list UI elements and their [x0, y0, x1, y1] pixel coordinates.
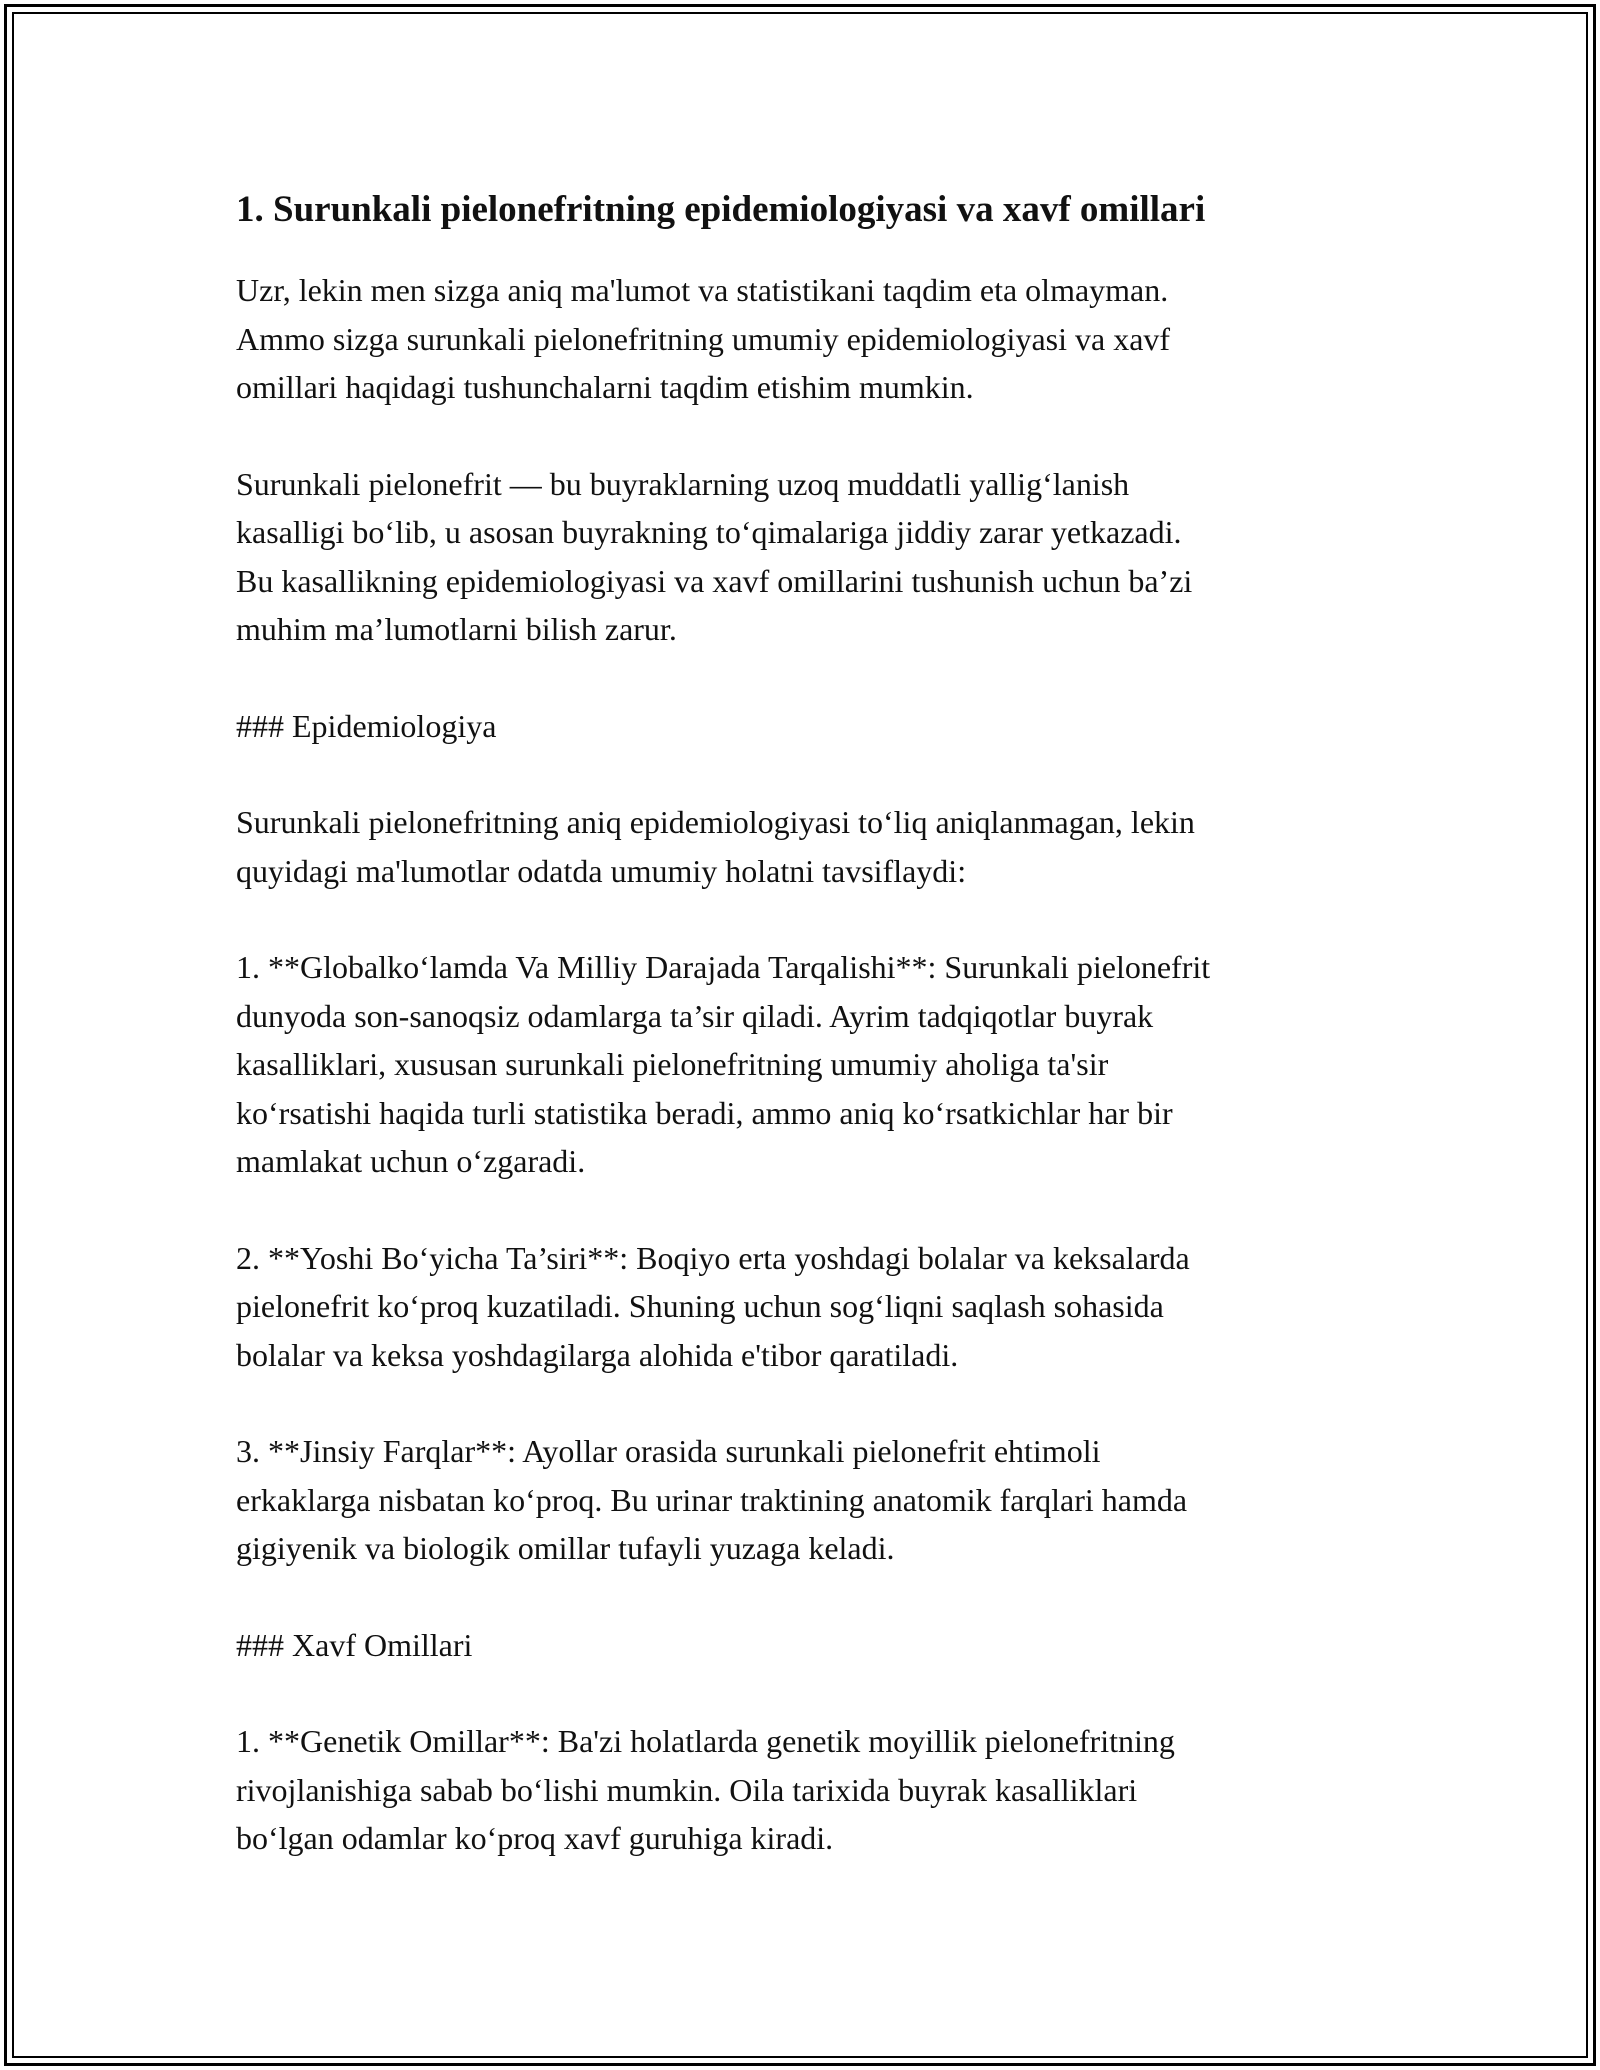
- text-line: 3. **Jinsiy Farqlar**: Ayollar orasida surunkali pielonefrit ehtimoli: [236, 1433, 1101, 1469]
- text-line: ko‘rsatishi haqida turli statistika beradi, ammo aniq ko‘rsatkichlar har bir: [236, 1094, 1173, 1131]
- text-line: ### Xavf Omillari: [236, 1626, 473, 1663]
- document-title: 1. Surunkali pielonefritning epidemiologiyasi va xavf omillari: [236, 189, 1206, 230]
- text-line: mamlakat uchun o‘zgaradi.: [236, 1143, 586, 1179]
- list-item-global-prevalence: [236, 943, 1376, 1186]
- text-line: Ammo sizga surunkali pielonefritning umumiy epidemiologiyasi va xavf: [236, 320, 1171, 357]
- text-line: 1. **Genetik Omillar**: Ba'zi holatlarda genetik moyillik pielonefritning: [236, 1723, 1175, 1759]
- paragraph-definition: [236, 460, 1376, 654]
- text-line: kasalliklari, xususan surunkali pielonefritning umumiy aholiga ta'sir: [236, 1046, 1109, 1082]
- list-item-sex-differences: [236, 1427, 1376, 1573]
- text-line: bolalar va keksa yoshdagilarga alohida e'tibor qaratiladi.: [236, 1336, 959, 1373]
- document-body: [236, 186, 1376, 1911]
- text-line: omillari haqidagi tushunchalarni taqdim etishim mumkin.: [236, 369, 974, 405]
- text-line: kasalligi bo‘lib, u asosan buyrakning to‘qimalariga jiddiy zarar yetkazadi.: [236, 514, 1182, 550]
- text-line: Surunkali pielonefrit — bu buyraklarning uzoq muddatli yallig‘lanish: [236, 465, 1130, 502]
- text-line: gigiyenik va biologik omillar tufayli yuzaga keladi.: [236, 1530, 895, 1566]
- list-item-genetic-factors: [236, 1717, 1376, 1863]
- text-line: erkaklarga nisbatan ko‘proq. Bu urinar traktining anatomik farqlari hamda: [236, 1481, 1188, 1518]
- section-heading-xavf-omillari: [236, 1621, 1376, 1670]
- text-line: Surunkali pielonefritning aniq epidemiologiyasi to‘liq aniqlanmagan, lekin: [236, 804, 1195, 840]
- paragraph-epidemiology-intro: [236, 798, 1376, 895]
- text-line: ### Epidemiologiya: [236, 707, 497, 744]
- text-line: Bu kasallikning epidemiologiyasi va xavf omillarini tushunish uchun ba’zi: [236, 562, 1193, 599]
- section-heading-epidemiologiya: [236, 702, 1376, 751]
- text-line: muhim ma’lumotlarni bilish zarur.: [236, 611, 677, 647]
- text-line: Uzr, lekin men sizga aniq ma'lumot va statistikani taqdim eta olmayman.: [236, 272, 1169, 308]
- text-line: quyidagi ma'lumotlar odatda umumiy holatni tavsiflaydi:: [236, 852, 967, 889]
- text-line: pielonefrit ko‘proq kuzatiladi. Shuning uchun sog‘liqni saqlash sohasida: [236, 1288, 1164, 1324]
- text-line: dunyoda son-sanoqsiz odamlarga ta’sir qiladi. Ayrim tadqiqotlar buyrak: [236, 997, 1154, 1034]
- text-line: bo‘lgan odamlar ko‘proq xavf guruhiga kiradi.: [236, 1820, 834, 1856]
- text-line: 2. **Yoshi Bo‘yicha Ta’siri**: Boqiyo erta yoshdagi bolalar va keksalarda: [236, 1239, 1190, 1276]
- paragraph-intro: [236, 266, 1376, 412]
- text-line: 1. **Globalko‘lamda Va Milliy Darajada Tarqalishi**: Surunkali pielonefrit: [236, 949, 1211, 985]
- list-item-age-impact: [236, 1234, 1376, 1380]
- text-line: rivojlanishiga sabab bo‘lishi mumkin. Oila tarixida buyrak kasalliklari: [236, 1771, 1138, 1808]
